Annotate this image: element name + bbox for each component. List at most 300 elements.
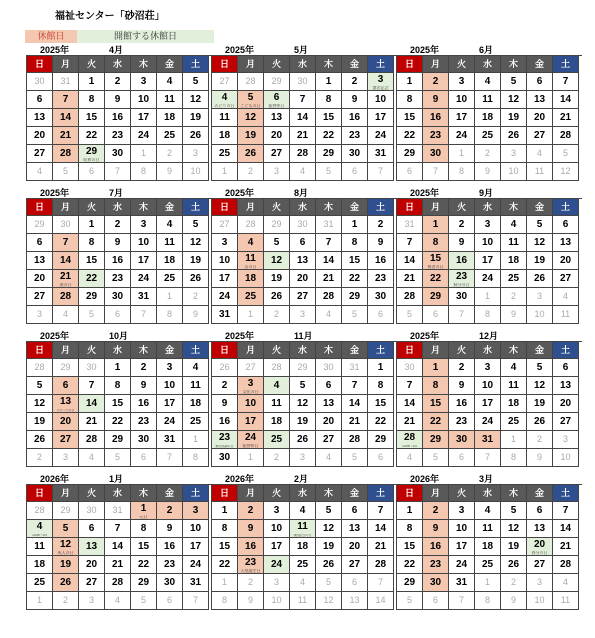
holiday-note: 12/28～1/4 [402,445,417,448]
day-cell [53,127,79,145]
day-number: 8 [510,452,516,462]
day-cell [449,592,475,610]
day-cell [264,556,290,574]
month-grid [26,198,212,324]
weekday-header-sun: 日 [397,342,423,359]
day-number: 18 [244,273,257,284]
day-number: 25 [163,273,176,284]
day-cell [501,109,527,127]
day-cell [157,145,183,163]
day-cell [53,556,79,574]
day-cell [53,234,79,252]
day-cell [238,252,264,270]
day-cell [553,592,579,610]
day-number: 28 [34,505,45,515]
day-number: 18 [481,112,494,123]
day-cell [475,592,501,610]
day-cell [183,413,209,431]
day-number: 26 [507,559,520,570]
day-number: 14 [348,398,361,409]
day-number: 30 [163,577,176,588]
day-number: 4 [406,452,412,462]
month-grid [396,55,582,181]
day-cell [53,574,79,592]
day-cell [212,431,238,449]
day-cell [553,306,579,324]
holiday-note: 12/28～1/4 [32,534,47,537]
day-number: 19 [533,398,546,409]
day-number: 8 [351,237,358,248]
day-cell [290,359,316,377]
day-cell [183,109,209,127]
day-cell [264,538,290,556]
day-cell [264,502,290,520]
day-cell [342,73,368,91]
day-cell [264,592,290,610]
day-cell [27,395,53,413]
day-cell [527,592,553,610]
day-cell [183,395,209,413]
day-number: 28 [559,559,572,570]
day-cell [79,234,105,252]
day-number: 7 [325,237,332,248]
month-name: 11月 [294,331,313,341]
day-cell [397,431,423,449]
day-cell [316,109,342,127]
day-number: 6 [351,577,357,587]
holiday-note: みどりの日 [214,104,235,108]
day-number: 4 [325,309,331,319]
day-cell [157,216,183,234]
day-number: 25 [481,130,494,141]
day-number: 4 [166,219,173,230]
day-cell [397,574,423,592]
day-cell [501,520,527,538]
weekday-header-fri: 金 [342,342,368,359]
day-number: 15 [218,541,231,552]
day-number: 10 [271,595,282,605]
day-cell [501,127,527,145]
day-number: 1 [484,291,490,301]
day-cell [53,520,79,538]
day-cell [553,449,579,467]
day-number: 16 [111,255,124,266]
day-number: 27 [219,219,230,229]
day-number: 6 [406,166,412,176]
day-number: 16 [244,541,257,552]
day-cell [475,359,501,377]
day-cell [553,413,579,431]
weekday-header-mon: 月 [423,485,449,502]
day-cell [423,538,449,556]
holiday-note: 敬老の日 [427,265,444,269]
month-grid [211,55,397,181]
month-header [396,43,582,55]
day-number: 6 [377,309,383,319]
day-cell [527,270,553,288]
day-cell [316,306,342,324]
day-number: 5 [36,380,43,391]
day-number: 26 [507,130,520,141]
day-cell [183,449,209,467]
day-cell [316,270,342,288]
day-number: 13 [559,237,572,248]
day-cell [212,127,238,145]
day-cell [131,252,157,270]
day-number: 29 [348,291,361,302]
day-number: 11 [482,94,493,105]
day-number: 27 [533,130,546,141]
month-year: 2025年 [40,331,70,341]
day-number: 23 [429,559,442,570]
day-cell [238,73,264,91]
day-number: 15 [403,541,416,552]
month-calendar [211,43,397,181]
month-year: 2026年 [40,474,70,484]
day-number: 21 [59,271,72,282]
weekday-header-sun: 日 [27,342,53,359]
day-cell [501,359,527,377]
day-number: 8 [484,309,490,319]
day-number: 6 [377,452,383,462]
day-number: 22 [85,273,98,284]
day-number: 17 [189,541,202,552]
day-cell [264,252,290,270]
day-number: 22 [403,559,416,570]
day-number: 1 [114,362,121,373]
day-cell [157,377,183,395]
day-cell [238,91,264,109]
day-cell [131,413,157,431]
day-cell [264,413,290,431]
day-number: 7 [166,452,172,462]
day-number: 8 [325,94,332,105]
day-cell [423,288,449,306]
day-number: 11 [508,380,519,391]
month-calendar [26,472,212,610]
day-cell [131,556,157,574]
day-cell [131,127,157,145]
day-cell [27,502,53,520]
day-cell [27,520,53,538]
weekday-header-tue: 火 [449,199,475,216]
day-cell [316,556,342,574]
day-number: 20 [33,273,46,284]
day-number: 29 [297,362,308,372]
day-cell [423,109,449,127]
day-cell [449,234,475,252]
day-cell [449,270,475,288]
day-number: 8 [432,237,439,248]
day-cell [316,216,342,234]
day-number: 28 [59,291,72,302]
day-number: 11 [190,380,201,391]
legend-open-holiday: 開館する休館日 [77,30,214,43]
day-cell [316,377,342,395]
day-number: 20 [533,539,546,550]
day-cell [342,306,368,324]
day-number: 12 [507,523,520,534]
day-number: 21 [348,416,361,427]
day-number: 6 [432,309,438,319]
day-number: 8 [88,94,95,105]
day-number: 1 [88,76,95,87]
day-cell [131,109,157,127]
day-number: 17 [218,273,231,284]
day-number: 27 [533,559,546,570]
weekday-header-thu: 木 [501,342,527,359]
day-cell [212,145,238,163]
day-cell [238,145,264,163]
day-number: 27 [245,362,256,372]
day-number: 8 [166,309,172,319]
day-cell [423,413,449,431]
weekday-header-fri: 金 [342,199,368,216]
day-cell [475,127,501,145]
day-number: 6 [62,380,69,391]
month-year: 2025年 [410,188,440,198]
day-number: 2 [510,577,516,587]
day-number: 11 [560,309,571,319]
day-cell [449,163,475,181]
day-number: 28 [403,432,416,443]
day-cell [105,73,131,91]
day-cell [131,449,157,467]
day-number: 12 [270,255,283,266]
day-number: 11 [534,166,545,176]
day-cell [105,359,131,377]
day-cell [501,592,527,610]
day-number: 7 [432,166,438,176]
day-cell [397,395,423,413]
day-number: 11 [245,253,256,264]
day-number: 28 [245,76,256,86]
day-cell [53,359,79,377]
day-number: 30 [429,577,442,588]
day-number: 1 [484,577,490,587]
day-cell [212,270,238,288]
day-number: 31 [481,434,494,445]
day-number: 29 [60,505,71,515]
month-grid [396,341,582,467]
month-header [211,329,397,341]
day-number: 3 [536,291,542,301]
day-cell [475,574,501,592]
day-cell [79,270,105,288]
weekday-header-fri: 金 [527,485,553,502]
day-cell [342,163,368,181]
weekday-header-sun: 日 [397,485,423,502]
day-cell [183,502,209,520]
day-number: 20 [270,130,283,141]
day-number: 28 [559,130,572,141]
day-number: 25 [270,434,283,445]
day-cell [423,556,449,574]
day-number: 4 [114,595,120,605]
day-cell [53,91,79,109]
day-cell [342,538,368,556]
weekday-header-sat: 土 [368,199,394,216]
day-number: 31 [60,76,71,86]
day-cell [264,395,290,413]
day-cell [79,288,105,306]
day-number: 5 [351,309,357,319]
day-cell [501,449,527,467]
day-cell [553,377,579,395]
day-cell [527,163,553,181]
day-number: 8 [406,94,413,105]
day-number: 6 [88,166,94,176]
day-cell [316,163,342,181]
day-cell [342,145,368,163]
day-cell [157,270,183,288]
day-number: 2 [432,76,439,87]
day-cell [290,163,316,181]
day-number: 4 [510,219,517,230]
month-name: 2月 [294,474,309,484]
day-cell [553,556,579,574]
day-number: 3 [62,452,68,462]
day-cell [183,377,209,395]
day-cell [53,431,79,449]
day-cell [527,288,553,306]
day-number: 6 [325,380,332,391]
day-number: 14 [322,255,335,266]
day-cell [264,574,290,592]
day-cell [397,413,423,431]
month-grid [211,341,397,467]
day-cell [501,252,527,270]
day-cell [423,359,449,377]
day-number: 11 [482,523,493,534]
day-number: 29 [403,577,416,588]
day-cell [105,163,131,181]
day-cell [397,91,423,109]
day-cell [27,538,53,556]
month-name: 5月 [294,45,309,55]
day-number: 8 [88,237,95,248]
day-number: 2 [510,291,516,301]
day-cell [79,252,105,270]
day-number: 12 [244,112,257,123]
day-cell [105,556,131,574]
holiday-note: 振替休日 [268,104,285,108]
day-number: 5 [273,237,280,248]
day-number: 1 [36,595,42,605]
day-cell [53,288,79,306]
day-number: 5 [192,76,199,87]
weekday-header-wed: 水 [290,342,316,359]
day-number: 27 [33,148,46,159]
day-number: 9 [351,94,358,105]
day-number: 2 [351,76,358,87]
day-number: 4 [88,452,94,462]
day-number: 4 [299,577,305,587]
day-cell [105,520,131,538]
day-number: 6 [88,523,95,534]
day-number: 12 [33,398,46,409]
day-cell [131,592,157,610]
day-number: 1 [221,505,228,516]
month-header [211,186,397,198]
day-number: 5 [536,219,543,230]
day-number: 14 [85,398,98,409]
day-cell [527,520,553,538]
day-cell [157,413,183,431]
day-number: 31 [455,577,468,588]
day-number: 6 [36,94,43,105]
day-number: 17 [481,398,494,409]
day-number: 17 [137,112,150,123]
day-cell [79,163,105,181]
day-number: 18 [163,112,176,123]
day-cell [105,252,131,270]
day-cell [183,592,209,610]
day-cell [183,73,209,91]
day-number: 6 [351,166,357,176]
day-number: 13 [296,255,309,266]
day-number: 6 [273,92,280,103]
day-cell [27,359,53,377]
day-number: 23 [244,557,257,568]
day-number: 21 [296,130,309,141]
day-number: 7 [299,94,306,105]
day-cell [527,306,553,324]
month-header [26,329,212,341]
day-number: 2 [247,505,254,516]
day-number: 1 [377,362,384,373]
day-cell [342,520,368,538]
day-number: 10 [508,166,519,176]
weekday-header-mon: 月 [423,199,449,216]
day-number: 9 [377,237,384,248]
day-cell [449,502,475,520]
day-number: 26 [322,559,335,570]
day-number: 30 [111,291,124,302]
day-number: 4 [562,577,568,587]
day-number: 24 [244,432,257,443]
day-cell [368,234,394,252]
day-number: 3 [192,148,198,158]
day-cell [27,252,53,270]
day-cell [368,538,394,556]
day-number: 1 [221,166,227,176]
day-cell [238,359,264,377]
day-number: 4 [166,76,173,87]
day-cell [264,449,290,467]
day-number: 31 [323,219,334,229]
day-number: 24 [137,273,150,284]
day-cell [183,234,209,252]
day-number: 1 [351,219,358,230]
day-cell [397,234,423,252]
day-cell [553,431,579,449]
month-name: 10月 [109,331,129,341]
day-number: 31 [374,148,387,159]
day-cell [131,163,157,181]
day-number: 1 [458,148,464,158]
day-cell [342,377,368,395]
day-number: 21 [559,112,572,123]
day-cell [79,109,105,127]
day-cell [238,574,264,592]
day-number: 7 [140,309,146,319]
day-cell [131,502,157,520]
day-number: 13 [348,523,361,534]
weekday-header-sun: 日 [27,199,53,216]
day-cell [27,270,53,288]
day-cell [501,234,527,252]
